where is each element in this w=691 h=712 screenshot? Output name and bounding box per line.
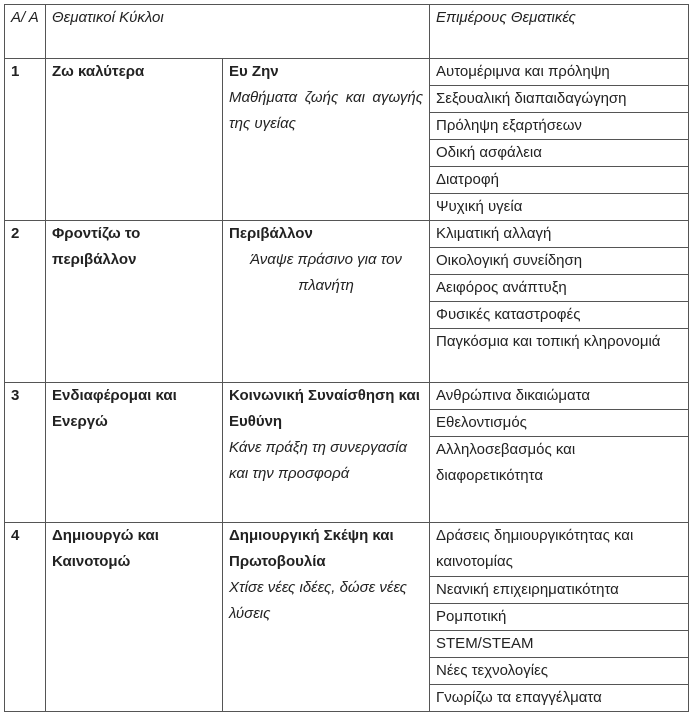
cycle-title: Ζω καλύτερα <box>46 59 223 221</box>
topic-item: Ψυχική υγεία <box>430 194 689 221</box>
header-cycles: Θεματικοί Κύκλοι <box>46 5 430 59</box>
table-header-row <box>5 5 689 59</box>
topic-item: Ανθρώπινα δικαιώματα <box>430 383 689 410</box>
table-row <box>5 383 689 410</box>
topic-item: Γνωρίζω τα επαγγέλματα <box>430 685 689 712</box>
thematic-cycles-table <box>4 4 689 712</box>
topic-item: Αειφόρος ανάπτυξη <box>430 275 689 302</box>
subtheme-cell <box>223 59 430 221</box>
topic-item: STEM/STEAM <box>430 631 689 658</box>
subtheme-description: Χτίσε νέες ιδέες, δώσε νέες λύσεις <box>229 579 407 622</box>
subtheme-cell <box>223 383 430 523</box>
subtheme-description: Κάνε πράξη τη συνεργασία και την προσφορά <box>229 439 408 482</box>
topic-item: Οδική ασφάλεια <box>430 140 689 167</box>
topic-item: Φυσικές καταστροφές <box>430 302 689 329</box>
table-row <box>5 59 689 86</box>
topic-item: Ρομποτική <box>430 604 689 631</box>
row-number: 3 <box>5 383 46 523</box>
topic-item: Οικολογική συνείδηση <box>430 248 689 275</box>
topic-item: Παγκόσμια και τοπική κληρονομιά <box>430 329 689 383</box>
topic-item: Κλιματική αλλαγή <box>430 221 689 248</box>
row-number: 1 <box>5 59 46 221</box>
cycle-title: Δημιουργώ και Καινοτομώ <box>46 523 223 712</box>
topic-item: Αλληλοσεβασμός και διαφορετικότητα <box>430 437 689 523</box>
topic-item: Νέες τεχνολογίες <box>430 658 689 685</box>
topic-item: Νεανική επιχειρηματικότητα <box>430 577 689 604</box>
header-aa: Α/ Α <box>5 5 46 59</box>
topic-item: Εθελοντισμός <box>430 410 689 437</box>
subtheme-cell <box>223 523 430 712</box>
topic-item: Αυτομέριμνα και πρόληψη <box>430 59 689 86</box>
topic-item: Δράσεις δημιουργικότητας και καινοτομίας <box>430 523 689 577</box>
table-row <box>5 523 689 577</box>
topic-item: Πρόληψη εξαρτήσεων <box>430 113 689 140</box>
topic-item: Διατροφή <box>430 167 689 194</box>
cycle-title: Φροντίζω το περιβάλλον <box>46 221 223 383</box>
cycle-title: Ενδιαφέρομαι και Ενεργώ <box>46 383 223 523</box>
topic-item: Σεξουαλική διαπαιδαγώγηση <box>430 86 689 113</box>
row-number: 4 <box>5 523 46 712</box>
header-topics: Επιμέρους Θεματικές <box>430 5 689 59</box>
subtheme-cell <box>223 221 430 383</box>
subtheme-title: Περιβάλλον <box>229 225 313 242</box>
subtheme-title: Ευ Ζην <box>229 63 279 80</box>
table-row <box>5 221 689 248</box>
subtheme-description: Μαθήματα ζωής και αγωγής της υγείας <box>229 89 424 132</box>
subtheme-title: Δημιουργική Σκέψη και Πρωτοβουλία <box>229 527 394 570</box>
subtheme-description: Άναψε πράσινο για τον πλανήτη <box>250 251 402 294</box>
subtheme-title: Κοινωνική Συναίσθηση και Ευθύνη <box>229 387 420 430</box>
row-number: 2 <box>5 221 46 383</box>
